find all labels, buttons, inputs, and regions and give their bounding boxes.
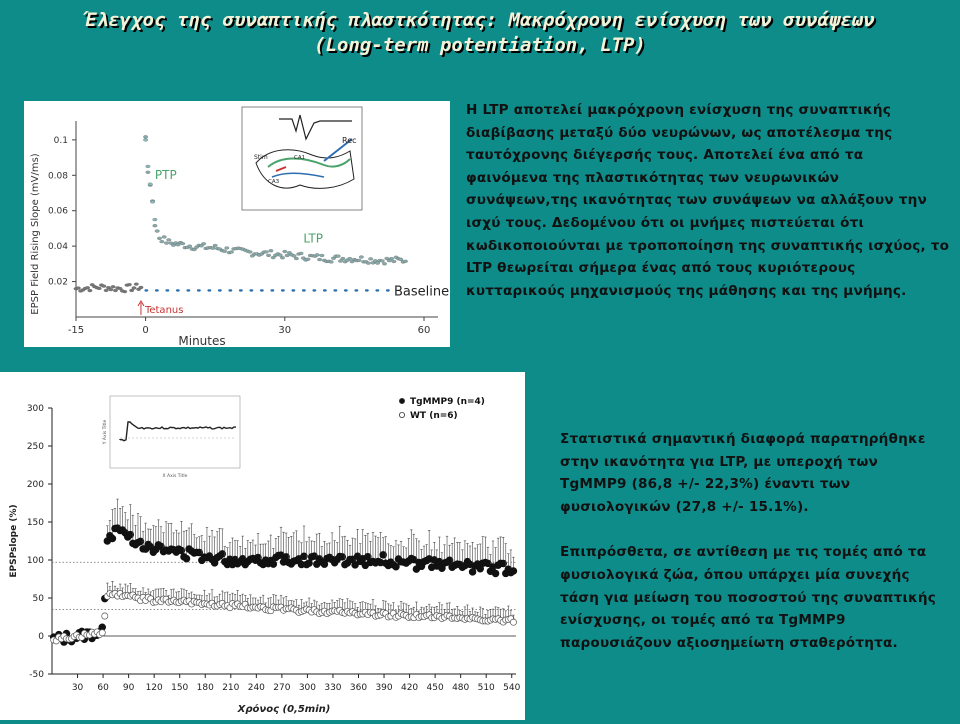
data-point	[348, 257, 352, 260]
data-point	[201, 242, 205, 245]
data-point	[341, 257, 345, 260]
tgmmp9-point	[492, 570, 499, 577]
y-tick-label: 150	[26, 518, 44, 528]
wt-point	[99, 630, 105, 636]
y-axis-label: EPSP Field Rising Slope (mV/ms)	[30, 153, 41, 315]
y-tick-label: 0.08	[47, 171, 68, 182]
data-point	[248, 251, 252, 254]
wt-point	[510, 619, 516, 625]
x-tick-label: 510	[477, 683, 495, 693]
data-point	[329, 261, 333, 264]
x-tick-label: 270	[273, 683, 291, 693]
data-point	[129, 289, 133, 292]
tgmmp9-point	[306, 560, 313, 567]
x-tick-label: 420	[400, 683, 419, 693]
x-axis-label: Minutes	[178, 334, 226, 347]
data-point	[266, 254, 270, 257]
data-point	[366, 262, 370, 265]
data-point	[285, 254, 289, 257]
x-tick-label: 150	[171, 683, 189, 693]
mini-inset-xlabel: X Axis Title	[162, 474, 188, 479]
legend-label: WT (n=6)	[410, 411, 458, 421]
ptp-point	[150, 200, 154, 203]
y-tick-label: 0.1	[53, 135, 68, 146]
data-point	[164, 242, 168, 245]
tetanus-label: Tetanus	[144, 305, 184, 316]
data-point	[389, 257, 393, 260]
data-point	[222, 250, 226, 253]
x-tick-label: 390	[375, 683, 393, 693]
x-tick-label: 480	[452, 683, 470, 693]
mmp9-epsp-chart	[0, 372, 525, 720]
data-point	[392, 260, 396, 263]
data-point	[292, 255, 296, 258]
ptp-point	[146, 165, 150, 168]
data-point	[113, 289, 117, 292]
mmp9-chart-panel	[0, 372, 525, 720]
data-point	[139, 286, 143, 289]
x-tick-label: 0	[142, 325, 149, 336]
data-point	[299, 252, 303, 255]
tgmmp9-point	[510, 568, 517, 575]
data-point	[269, 249, 273, 252]
data-point	[134, 283, 138, 286]
data-point	[187, 245, 191, 248]
x-tick-label: 30	[71, 683, 84, 693]
data-point	[264, 251, 268, 254]
x-tick-label: 210	[222, 683, 240, 693]
data-point	[146, 171, 150, 174]
tgmmp9-point	[183, 555, 190, 562]
mini-inset-ylabel: Y Axis Title	[103, 419, 108, 445]
stim-label: Stim	[254, 154, 268, 161]
y-tick-label: 0	[38, 632, 44, 642]
data-point	[375, 262, 379, 265]
y-axis-label: EPSPslope (%)	[9, 504, 19, 578]
x-tick-label: 360	[349, 683, 368, 693]
slide-title	[0, 8, 960, 58]
legend-marker	[399, 412, 404, 417]
data-point	[320, 254, 324, 257]
data-point	[317, 258, 321, 261]
x-tick-label: 240	[247, 683, 265, 693]
data-point	[225, 247, 229, 250]
data-point	[278, 254, 282, 257]
x-tick-label: 330	[324, 683, 342, 693]
data-point	[336, 255, 340, 258]
ltp-field-epsp-chart	[24, 101, 450, 347]
ptp-label: PTP	[154, 167, 177, 182]
data-point	[294, 257, 298, 260]
data-point	[153, 224, 157, 227]
data-point	[143, 135, 147, 138]
chart-legend	[399, 397, 485, 421]
tgmmp9-point	[393, 563, 400, 570]
x-tick-label: 30	[278, 325, 292, 336]
x-tick-label: 300	[298, 683, 317, 693]
mmp9-findings	[560, 428, 940, 654]
ca1-label: CA1	[294, 155, 306, 161]
data-point	[306, 258, 310, 261]
findings-paragraph-1: Στατιστικά σημαντική διαφορά παρατηρήθηκε στην ικανότητα για LTP, με υπεροχή των TgMMP9 (86,8 +/- 22,3%) έναντι των φυσιολογικών (27,8 +/- 15.1%).	[560, 431, 926, 515]
data-point	[85, 286, 89, 289]
data-point	[111, 285, 115, 288]
ptp-point	[153, 218, 157, 221]
data-point	[123, 290, 127, 293]
ca3-label: CA3	[268, 179, 280, 185]
x-tick-label: 450	[426, 683, 444, 693]
data-point	[97, 287, 101, 290]
findings-paragraph-2: Επιπρόσθετα, σε αντίθεση με τις τομές από τα φυσιολογικά ζώα, όπου υπάρχει μία συνεχής τάση για μείωση του ποσοστού της συναπτικής ενίσχυσης, οι τομές από τα TgMMP9 παρουσιάζουν αξιοσημείωτη σταθερότητα.	[560, 544, 937, 651]
y-tick-label: 100	[26, 556, 44, 566]
y-tick-label: 0.06	[47, 206, 68, 217]
data-point	[167, 238, 171, 241]
wt-point	[102, 613, 108, 619]
legend-label: TgMMP9 (n=4)	[410, 397, 485, 407]
x-tick-label: 180	[196, 683, 214, 693]
y-tick-label: 250	[26, 442, 44, 452]
y-tick-label: -50	[29, 670, 44, 680]
title-line-1: Έλεγχος της συναπτικής πλαστκότητας: Μακρόχρονη ενίσχυση των συνάψεων	[85, 9, 875, 31]
data-point	[88, 289, 92, 292]
ltp-chart-panel	[24, 101, 450, 347]
data-point	[160, 240, 164, 243]
ptp-point	[148, 183, 152, 186]
x-tick-label: 60	[97, 683, 109, 693]
mini-inset-frame	[110, 396, 240, 468]
ltp-label: LTP	[303, 231, 323, 246]
data-point	[399, 258, 403, 261]
y-tick-label: 50	[32, 594, 44, 604]
data-point	[162, 236, 166, 239]
tgmmp9-point	[109, 535, 116, 542]
data-point	[157, 237, 161, 240]
x-tick-label: 540	[503, 683, 521, 693]
y-tick-label: 200	[26, 480, 44, 490]
x-tick-label: 120	[145, 683, 163, 693]
x-tick-label: 90	[122, 683, 135, 693]
data-point	[102, 285, 106, 288]
data-point	[380, 260, 384, 263]
data-point	[229, 251, 233, 254]
tgmmp9-point	[270, 561, 277, 568]
data-point	[283, 250, 287, 253]
data-point	[132, 287, 136, 290]
ltp-description: H LTP αποτελεί μακρόχρονη ενίσχυση της συναπτικής διαβίβασης μεταξύ δύο νευρώνων, ως αποτέλεσμα της ταυτόχρονης διέγερσής τους. Αποτελεί ένα από τα φαινόμενα της πλαστικότητας των νευρωνικών συνάψεων,της ικανότητας των συνάψεων να αλλάξουν την ισχύ τους. Δεδομένου ότι οι μνήμες πιστεύεται ότι κωδικοποιούνται με τροποποίηση της συναπτικής ισχύος, το LTP θεωρείται σήμερα ένας από τους κυριότερους κυτταρικούς μηχανισμούς της μάθησης και της μνήμης.	[466, 102, 950, 299]
x-tick-label: 60	[417, 325, 431, 336]
x-axis-label: Χρόνος (0,5min)	[237, 704, 331, 715]
mini-inset	[102, 396, 240, 479]
ptp-point	[143, 138, 147, 141]
data-point	[213, 244, 217, 247]
hippocampus-inset	[242, 107, 362, 210]
x-tick-label: -15	[67, 325, 85, 336]
data-point	[403, 260, 407, 263]
data-point	[359, 256, 363, 259]
data-point	[76, 287, 80, 290]
rec-label: Rec	[342, 136, 357, 145]
y-tick-label: 0.02	[47, 277, 68, 288]
data-point	[357, 259, 361, 262]
data-point	[280, 256, 284, 259]
data-point	[127, 283, 131, 286]
y-tick-label: 300	[26, 404, 44, 414]
data-point	[382, 262, 386, 265]
data-point	[104, 289, 108, 292]
data-point	[155, 230, 159, 233]
baseline-label: Baseline	[394, 284, 450, 300]
data-point	[368, 258, 372, 261]
data-point	[211, 247, 215, 250]
data-point	[181, 242, 185, 245]
y-tick-label: 0.04	[47, 242, 68, 253]
data-point	[315, 253, 319, 256]
legend-marker	[399, 398, 404, 403]
data-point	[109, 288, 113, 291]
title-line-2: (Long-term potentiation, LTP)	[314, 34, 646, 56]
